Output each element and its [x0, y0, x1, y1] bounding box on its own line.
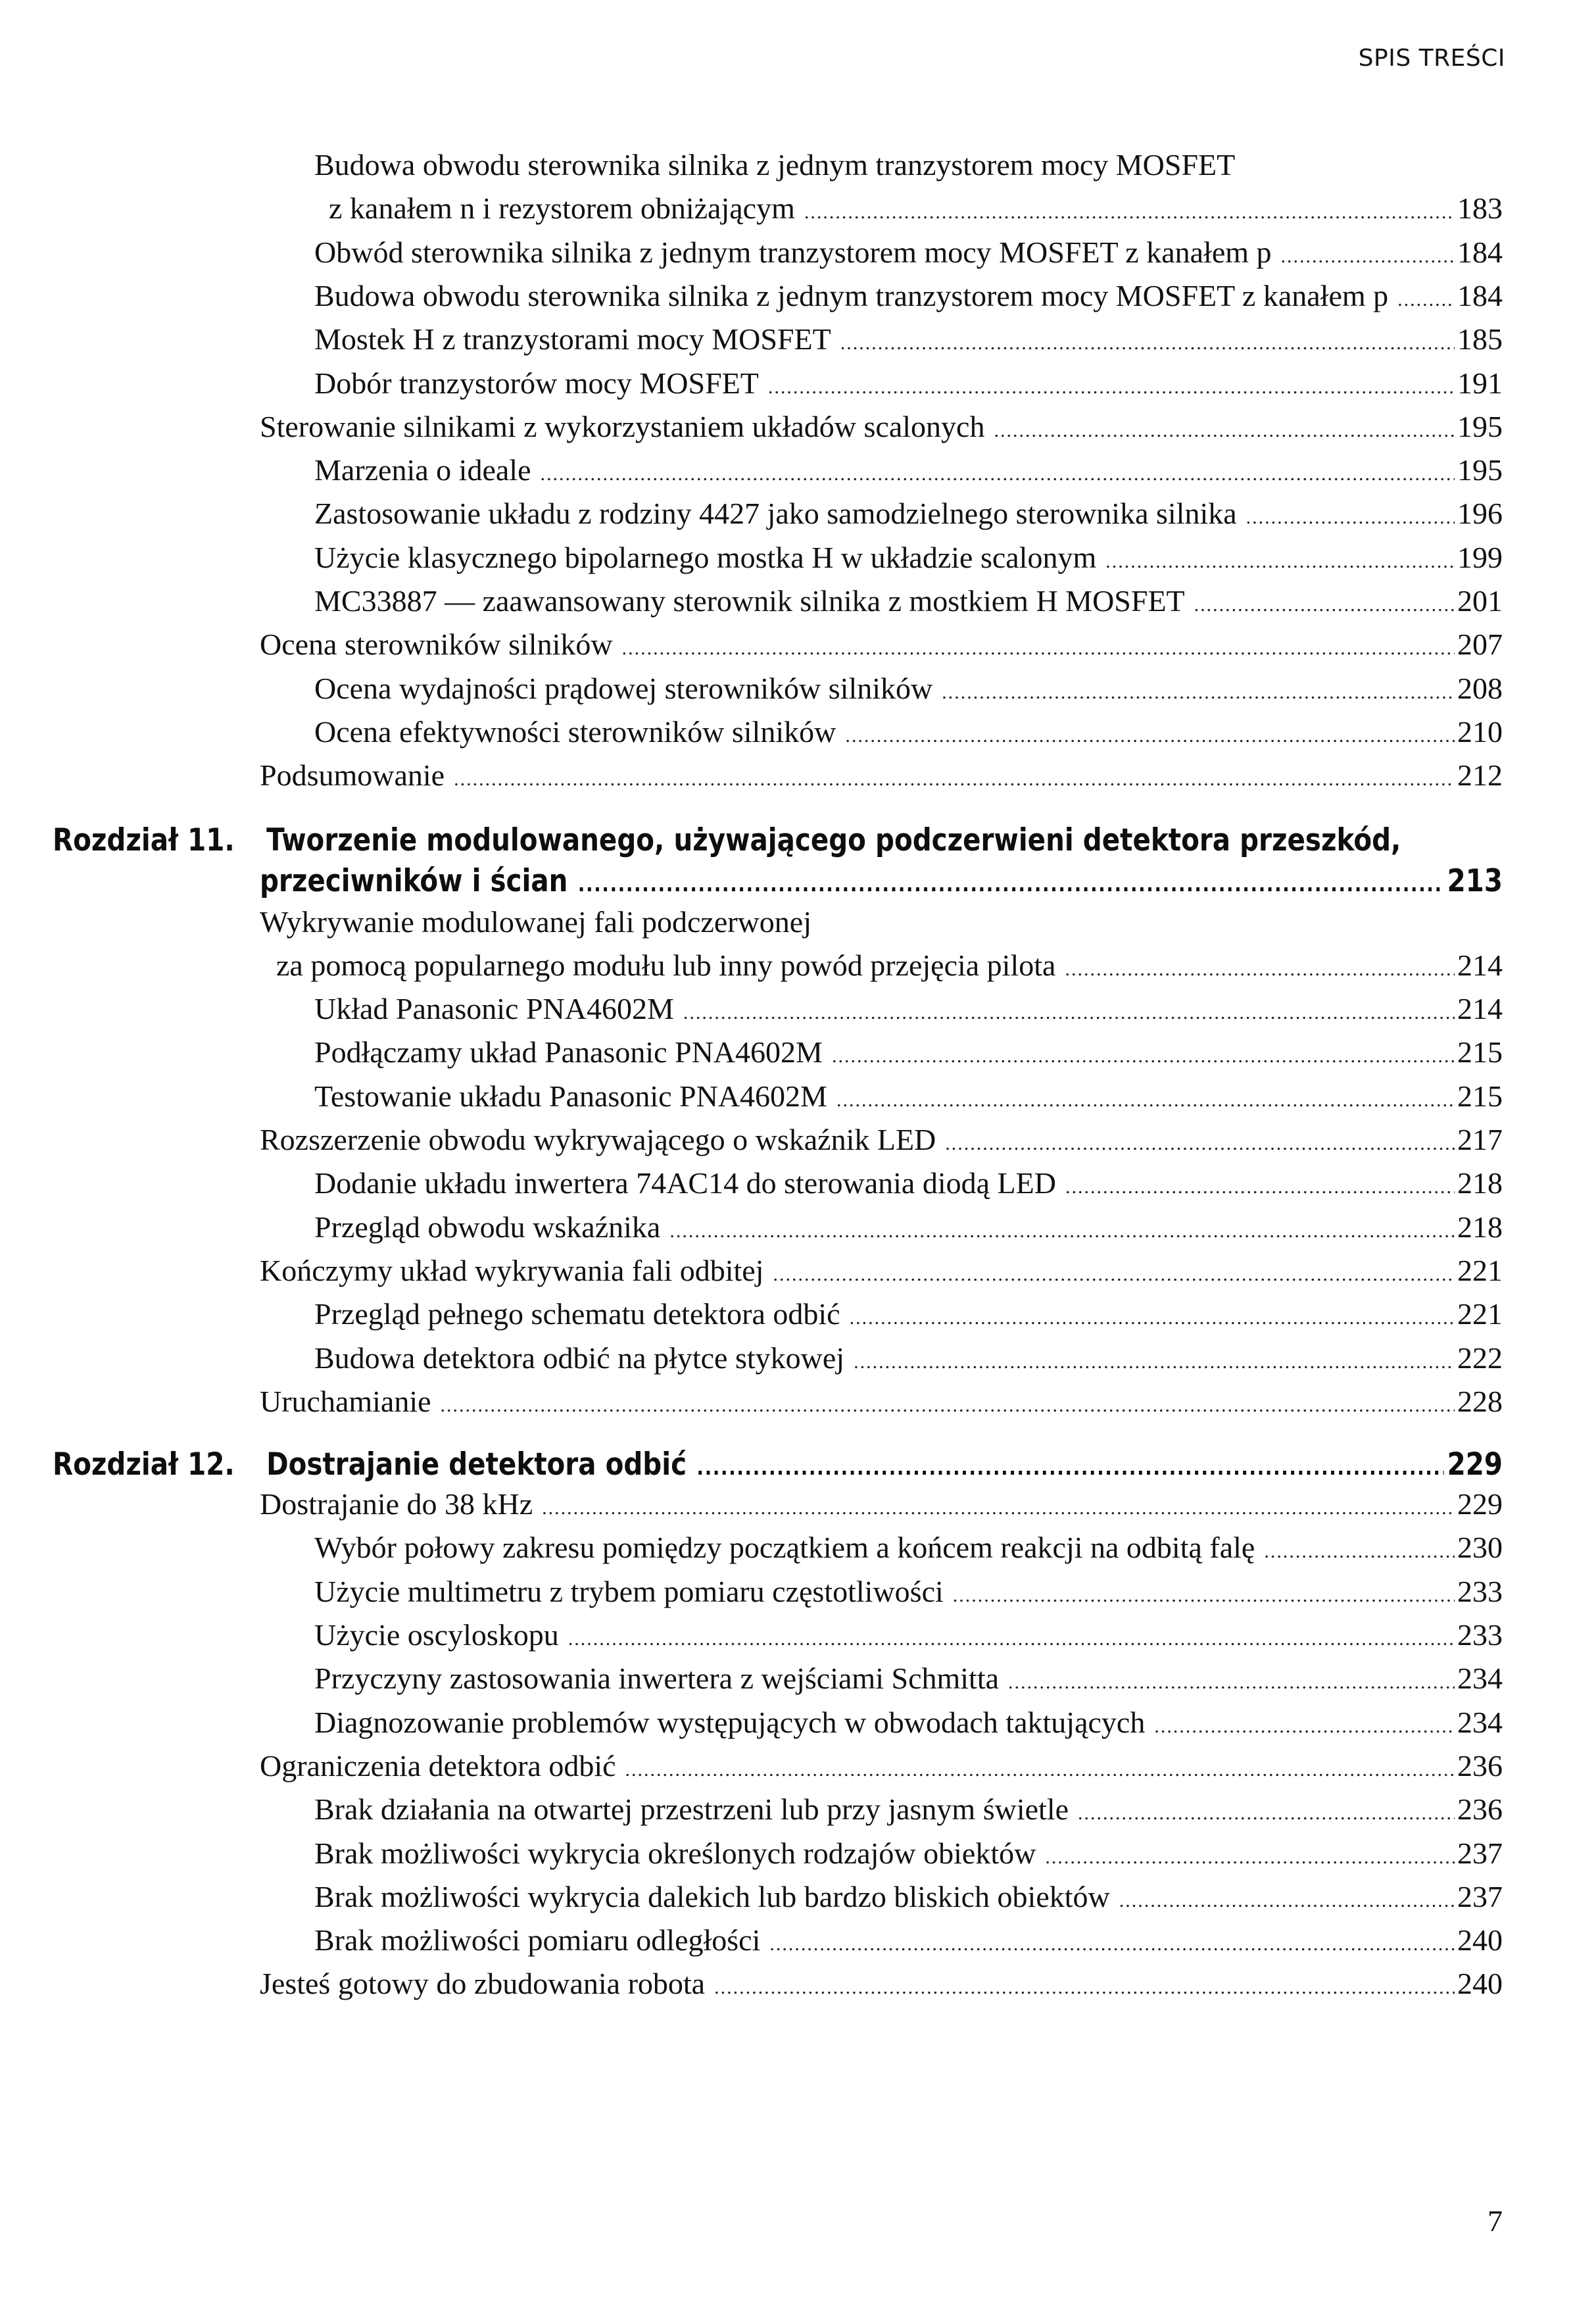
toc-entry-page-number: 199: [1457, 540, 1503, 574]
toc-entry[interactable]: [260, 405, 1503, 449]
toc-entry[interactable]: [314, 143, 1503, 187]
toc-entry-page-number: 191: [1457, 366, 1503, 400]
toc-entry-title: Brak działania na otwartej przestrzeni lub przy jasnym świetle: [314, 1792, 1069, 1827]
toc-entry-page-number: 218: [1457, 1210, 1503, 1244]
toc-entry-title: Wybór połowy zakresu pomiędzy początkiem a końcem reakcji na odbitą falę: [314, 1531, 1255, 1565]
toc-entry[interactable]: [314, 1657, 1503, 1700]
toc-entry-title: MC33887 — zaawansowany sterownik silnika z mostkiem H MOSFET: [314, 584, 1185, 618]
toc-entry[interactable]: [314, 1570, 1503, 1613]
toc-entry-page-number: 233: [1457, 1574, 1503, 1608]
toc-entry-page-number: 234: [1457, 1662, 1503, 1696]
toc-entry-title: Dodanie układu inwertera 74AC14 do sterowania diodą LED: [314, 1166, 1056, 1200]
toc-entry[interactable]: [314, 1162, 1503, 1205]
toc-entry-page-number: 237: [1457, 1879, 1503, 1913]
toc-entry-page-number: 214: [1457, 948, 1503, 982]
toc-entry-page-number: 233: [1457, 1618, 1503, 1652]
chapter-title: Tworzenie modulowanego, używającego podczerwieni detektora przeszkód,: [266, 822, 1401, 858]
dot-leader: [1397, 278, 1455, 322]
toc-entry-page-number: 222: [1457, 1341, 1503, 1375]
toc-entry-title: Dobór tranzystorów mocy MOSFET: [314, 366, 759, 400]
toc-entry[interactable]: [314, 710, 1503, 754]
toc-entry-title: Ocena sterowników silników: [260, 628, 613, 662]
toc-entry-page-number: 221: [1457, 1253, 1503, 1287]
toc-entry[interactable]: [260, 1744, 1503, 1788]
toc-entry-title: Jesteś gotowy do zbudowania robota: [260, 1967, 706, 2001]
dot-leader: [994, 409, 1455, 453]
toc-entry[interactable]: [314, 987, 1503, 1031]
dot-leader: [540, 453, 1455, 496]
toc-entry-page-number: 185: [1457, 322, 1503, 357]
toc-entry[interactable]: [260, 623, 1503, 666]
chapter-label: Rozdział 11.: [53, 822, 235, 858]
toc-entry[interactable]: [314, 1613, 1503, 1657]
toc-entry-title: za pomocą popularnego modułu lub inny powód przejęcia pilota: [276, 948, 1056, 982]
toc-entry[interactable]: [260, 1962, 1503, 2006]
dot-leader: [945, 1122, 1455, 1166]
page-number: 7: [1487, 2204, 1503, 2238]
toc-entry[interactable]: [314, 449, 1503, 492]
toc-entry[interactable]: [314, 1075, 1503, 1118]
toc-entry-title: Użycie klasycznego bipolarnego mostka H w układzie scalonym: [314, 540, 1097, 574]
dot-leader: [454, 758, 1455, 801]
toc-entry-page-number: 183: [1457, 191, 1503, 226]
dot-leader: [625, 1748, 1455, 1792]
toc-entry-page-number: 234: [1457, 1705, 1503, 1739]
dot-leader: [953, 1574, 1455, 1617]
toc-entry-title: Uruchamianie: [260, 1384, 431, 1418]
toc-entry-page-number: 236: [1457, 1748, 1503, 1783]
toc-entry-page-number: 218: [1457, 1166, 1503, 1200]
toc-entry[interactable]: [314, 1788, 1503, 1831]
toc-entry-page-number: 210: [1457, 714, 1503, 749]
dot-leader: [683, 991, 1455, 1035]
toc-entry-page-number: 230: [1457, 1531, 1503, 1565]
chapter-title: przeciwników i ścian: [260, 862, 568, 899]
toc-entry-page-number: 240: [1457, 1923, 1503, 1957]
dot-leader: [542, 1487, 1455, 1530]
dot-leader: [854, 1341, 1455, 1384]
toc-entry-title: Budowa obwodu sterownika silnika z jednym tranzystorem mocy MOSFET z kanałem p: [314, 278, 1389, 312]
toc-entry[interactable]: [314, 1919, 1503, 1962]
toc-entry-page-number: 208: [1457, 671, 1503, 705]
dot-leader: [714, 1966, 1455, 2009]
dot-leader: [1281, 235, 1455, 278]
dot-leader: [1105, 540, 1455, 583]
dot-leader: [942, 671, 1455, 714]
toc-entry-page-number: 228: [1457, 1384, 1503, 1418]
toc-entry[interactable]: [260, 1483, 1503, 1526]
toc-entry-title: Marzenia o ideale: [314, 453, 531, 487]
toc-entry[interactable]: [314, 1832, 1503, 1875]
toc-entry-page-number: 184: [1457, 235, 1503, 269]
dot-leader: [669, 1210, 1455, 1253]
toc-entry[interactable]: [314, 579, 1503, 623]
dot-leader: [1246, 496, 1455, 539]
toc-entry-title: Zastosowanie układu z rodziny 4427 jako samodzielnego sterownika silnika: [314, 497, 1237, 531]
dot-leader: [441, 1384, 1455, 1427]
toc-entry-page-number: 184: [1457, 278, 1503, 312]
dot-leader: [832, 1035, 1455, 1078]
dot-leader: [768, 366, 1455, 409]
toc-entry-page-number: 214: [1457, 992, 1503, 1026]
toc-entry-title: Brak możliwości pomiaru odległości: [314, 1923, 761, 1957]
chapter-label: Rozdział 12.: [53, 1446, 235, 1483]
running-header: SPIS TREŚCI: [1358, 45, 1505, 72]
toc-entry[interactable]: [276, 944, 1503, 987]
toc-entry-title: Brak możliwości wykrycia określonych rodzajów obiektów: [314, 1836, 1036, 1870]
toc-entry-title: Diagnozowanie problemów występujących w obwodach taktujących: [314, 1705, 1146, 1739]
chapter-11-heading[interactable]: [53, 818, 1503, 864]
toc-entry-title: Ograniczenia detektora odbić: [260, 1748, 616, 1783]
toc-entry-page-number: 215: [1457, 1079, 1503, 1113]
toc-entry[interactable]: [314, 362, 1503, 405]
dot-leader: [1194, 583, 1455, 627]
toc-entry[interactable]: [314, 1031, 1503, 1074]
toc-entry-page-number: 237: [1457, 1836, 1503, 1870]
toc-entry[interactable]: [314, 1292, 1503, 1336]
toc-entry[interactable]: [314, 536, 1503, 579]
toc-entry-title: Ocena wydajności prądowej sterowników silników: [314, 671, 933, 705]
toc-entry-title: Sterowanie silnikami z wykorzystaniem układów scalonych: [260, 409, 985, 443]
toc-entry-title: Budowa obwodu sterownika silnika z jednym tranzystorem mocy MOSFET: [314, 148, 1236, 182]
dot-leader: [845, 714, 1455, 758]
toc-entry-title: Testowanie układu Panasonic PNA4602M: [314, 1079, 827, 1113]
dot-leader: [1264, 1530, 1455, 1573]
toc-entry[interactable]: [314, 274, 1503, 318]
chapter-page-number: 213: [1447, 862, 1503, 899]
toc-entry[interactable]: [314, 318, 1503, 361]
toc-entry[interactable]: [314, 1337, 1503, 1380]
toc-entry-title: Przegląd obwodu wskaźnika: [314, 1210, 661, 1244]
toc-entry[interactable]: [260, 1380, 1503, 1423]
toc-entry-title: z kanałem n i rezystorem obniżającym: [329, 191, 795, 226]
toc-entry[interactable]: [314, 1526, 1503, 1569]
toc-entry[interactable]: [314, 667, 1503, 710]
toc-entry-page-number: 217: [1457, 1123, 1503, 1156]
toc-entry-page-number: 196: [1457, 497, 1503, 531]
dot-leader: [1078, 1792, 1455, 1835]
chapter-title: Dostrajanie detektora odbić: [266, 1446, 687, 1483]
dot-leader: [850, 1296, 1455, 1340]
toc-entry-page-number: 215: [1457, 1035, 1503, 1070]
dot-leader: [773, 1253, 1455, 1296]
toc-entry-title: Wykrywanie modulowanej fali podczerwonej: [260, 904, 811, 939]
dot-leader: [1119, 1879, 1455, 1923]
dot-leader: [1154, 1705, 1455, 1748]
toc-entry[interactable]: [260, 1249, 1503, 1292]
toc-entry-title: Obwód sterownika silnika z jednym tranzystorem mocy MOSFET z kanałem p: [314, 235, 1272, 269]
dot-leader: [804, 191, 1455, 234]
toc-entry-title: Mostek H z tranzystorami mocy MOSFET: [314, 322, 831, 357]
toc-entry-title: Dostrajanie do 38 kHz: [260, 1487, 533, 1521]
dot-leader: [840, 322, 1455, 365]
dot-leader: [769, 1923, 1455, 1966]
toc-entry-title: Przegląd pełnego schematu detektora odbić: [314, 1297, 840, 1331]
dot-leader: [622, 627, 1455, 670]
toc-entry-title: Budowa detektora odbić na płytce stykowej: [314, 1341, 845, 1375]
toc-entry-title: Ocena efektywności sterowników silników: [314, 714, 836, 749]
toc-entry-title: Brak możliwości wykrycia dalekich lub bardzo bliskich obiektów: [314, 1879, 1110, 1913]
chapter-12-heading[interactable]: [53, 1442, 1503, 1488]
toc-entry-title: Podsumowanie: [260, 758, 445, 793]
toc-entry-page-number: 240: [1457, 1967, 1503, 2001]
toc-entry-page-number: 212: [1457, 758, 1503, 793]
toc-entry-page-number: 207: [1457, 628, 1503, 662]
toc-entry[interactable]: [314, 1701, 1503, 1744]
toc-entry-page-number: 201: [1457, 584, 1503, 618]
toc-entry-title: Użycie oscyloskopu: [314, 1618, 559, 1652]
toc-entry-page-number: 236: [1457, 1792, 1503, 1827]
toc-entry[interactable]: [314, 231, 1503, 274]
toc-entry-title: Kończymy układ wykrywania fali odbitej: [260, 1253, 764, 1287]
toc-entry-title: Przyczyny zastosowania inwertera z wejściami Schmitta: [314, 1662, 1000, 1696]
toc-entry-page-number: 195: [1457, 453, 1503, 487]
toc-entry-page-number: 221: [1457, 1297, 1503, 1331]
toc-entry[interactable]: [314, 1875, 1503, 1919]
dot-leader: [1065, 1166, 1455, 1209]
dot-leader: [1065, 948, 1455, 991]
toc-entry[interactable]: [314, 492, 1503, 535]
toc-entry[interactable]: [314, 1206, 1503, 1249]
dot-leader: [1045, 1836, 1455, 1879]
dot-leader: [1008, 1661, 1455, 1704]
toc-entry-title: Użycie multimetru z trybem pomiaru częstotliwości: [314, 1574, 944, 1608]
toc-entry[interactable]: [329, 187, 1503, 230]
toc-entry-title: Układ Panasonic PNA4602M: [314, 992, 674, 1026]
chapter-11-heading-continued[interactable]: [260, 858, 1503, 904]
toc-entry[interactable]: [260, 900, 1503, 944]
toc-entry[interactable]: [260, 754, 1503, 797]
dot-leader: [836, 1079, 1455, 1122]
toc-entry-title: Rozszerzenie obwodu wykrywającego o wskaźnik LED: [260, 1123, 936, 1156]
chapter-page-number: 229: [1447, 1446, 1503, 1483]
dot-leader: [568, 1617, 1455, 1661]
toc-entry[interactable]: [260, 1118, 1503, 1162]
toc-entry-page-number: 229: [1457, 1487, 1503, 1521]
toc-entry-title: Podłączamy układ Panasonic PNA4602M: [314, 1035, 823, 1070]
toc-entry-page-number: 195: [1457, 409, 1503, 443]
